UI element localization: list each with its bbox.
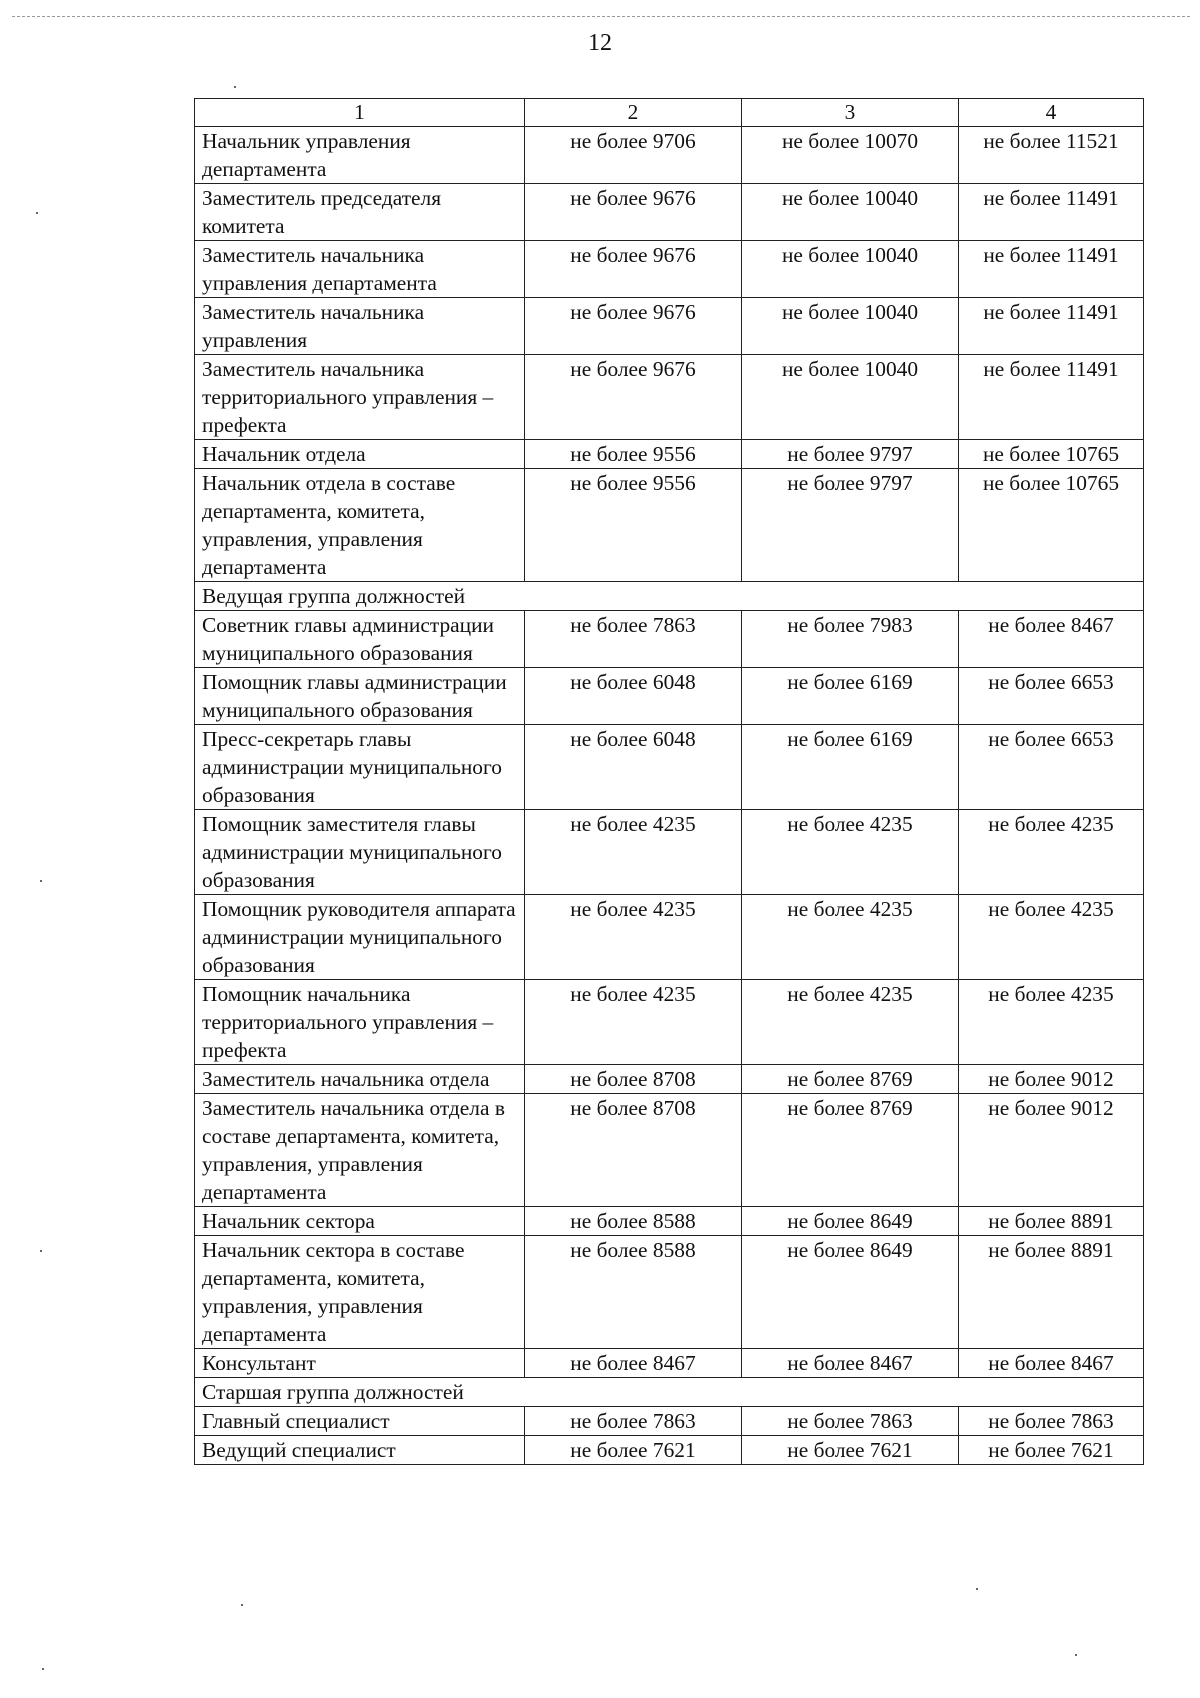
limit-value-col-3: не более 8769 [742, 1065, 959, 1094]
limit-value-col-3: не более 10040 [742, 241, 959, 298]
limit-value-col-2: не более 8588 [525, 1236, 742, 1349]
table-row [195, 1407, 1144, 1436]
table-row [195, 355, 1144, 440]
limit-value-col-3: не более 10070 [742, 127, 959, 184]
scan-speck [234, 86, 236, 88]
salary-table [194, 98, 1144, 1465]
limit-value-col-3: не более 4235 [742, 810, 959, 895]
position-title: Консультант [195, 1349, 525, 1378]
limit-value-col-2: не более 9676 [525, 184, 742, 241]
position-title: Главный специалист [195, 1407, 525, 1436]
limit-value-col-3: не более 9797 [742, 469, 959, 582]
group-title: Старшая группа должностей [195, 1378, 1144, 1407]
limit-value-col-2: не более 6048 [525, 725, 742, 810]
position-title: Заместитель начальника территориального управления – префекта [195, 355, 525, 440]
limit-value-col-3: не более 7863 [742, 1407, 959, 1436]
limit-value-col-4: не более 6653 [959, 668, 1144, 725]
position-title: Начальник сектора в составе департамента, комитета, управления, управления департамента [195, 1236, 525, 1349]
table-row [195, 1236, 1144, 1349]
column-number-2: 2 [525, 99, 742, 127]
table-row [195, 184, 1144, 241]
table-row [195, 127, 1144, 184]
limit-value-col-4: не более 10765 [959, 469, 1144, 582]
limit-value-col-4: не более 11491 [959, 298, 1144, 355]
position-title: Заместитель начальника управления [195, 298, 525, 355]
group-header-row [195, 1378, 1144, 1407]
table-row [195, 298, 1144, 355]
position-title: Ведущий специалист [195, 1436, 525, 1465]
limit-value-col-2: не более 8588 [525, 1207, 742, 1236]
page-number: 12 [588, 30, 612, 56]
position-title: Заместитель начальника управления департамента [195, 241, 525, 298]
position-title: Заместитель начальника отдела [195, 1065, 525, 1094]
column-number-4: 4 [959, 99, 1144, 127]
limit-value-col-2: не более 4235 [525, 895, 742, 980]
table-row [195, 241, 1144, 298]
table-row [195, 725, 1144, 810]
scan-speck [1075, 1654, 1077, 1656]
table-row [195, 1207, 1144, 1236]
limit-value-col-2: не более 7621 [525, 1436, 742, 1465]
limit-value-col-3: не более 10040 [742, 184, 959, 241]
table-row [195, 668, 1144, 725]
limit-value-col-4: не более 11491 [959, 241, 1144, 298]
limit-value-col-4: не более 11491 [959, 184, 1144, 241]
position-title: Заместитель председателя комитета [195, 184, 525, 241]
scan-speck [36, 212, 38, 214]
scan-speck [40, 1250, 42, 1252]
limit-value-col-2: не более 6048 [525, 668, 742, 725]
table-row [195, 1349, 1144, 1378]
limit-value-col-4: не более 8891 [959, 1207, 1144, 1236]
limit-value-col-3: не более 10040 [742, 355, 959, 440]
limit-value-col-2: не более 4235 [525, 980, 742, 1065]
limit-value-col-4: не более 7863 [959, 1407, 1144, 1436]
table-row [195, 440, 1144, 469]
scan-speck [42, 1668, 44, 1670]
group-title: Ведущая группа должностей [195, 582, 1144, 611]
position-title: Помощник заместителя главы администрации муниципального образования [195, 810, 525, 895]
limit-value-col-3: не более 4235 [742, 980, 959, 1065]
limit-value-col-3: не более 6169 [742, 668, 959, 725]
limit-value-col-4: не более 4235 [959, 980, 1144, 1065]
limit-value-col-3: не более 10040 [742, 298, 959, 355]
limit-value-col-4: не более 8467 [959, 611, 1144, 668]
table-row [195, 810, 1144, 895]
table-row [195, 1436, 1144, 1465]
limit-value-col-4: не более 11491 [959, 355, 1144, 440]
position-title: Начальник отдела в составе департамента, комитета, управления, управления департамента [195, 469, 525, 582]
position-title: Помощник главы администрации муниципального образования [195, 668, 525, 725]
limit-value-col-4: не более 6653 [959, 725, 1144, 810]
limit-value-col-2: не более 8708 [525, 1065, 742, 1094]
position-title: Начальник отдела [195, 440, 525, 469]
column-number-row [195, 99, 1144, 127]
table-row [195, 1094, 1144, 1207]
limit-value-col-2: не более 9676 [525, 298, 742, 355]
limit-value-col-4: не более 4235 [959, 810, 1144, 895]
limit-value-col-2: не более 7863 [525, 1407, 742, 1436]
limit-value-col-4: не более 4235 [959, 895, 1144, 980]
limit-value-col-4: не более 8891 [959, 1236, 1144, 1349]
column-number-1: 1 [195, 99, 525, 127]
table-row [195, 895, 1144, 980]
limit-value-col-3: не более 8649 [742, 1207, 959, 1236]
limit-value-col-4: не более 9012 [959, 1094, 1144, 1207]
scan-edge-line [12, 16, 1190, 17]
limit-value-col-4: не более 9012 [959, 1065, 1144, 1094]
position-title: Помощник руководителя аппарата администрации муниципального образования [195, 895, 525, 980]
limit-value-col-2: не более 9676 [525, 355, 742, 440]
limit-value-col-3: не более 8769 [742, 1094, 959, 1207]
scan-speck [40, 880, 42, 882]
limit-value-col-2: не более 9556 [525, 469, 742, 582]
limit-value-col-4: не более 10765 [959, 440, 1144, 469]
limit-value-col-2: не более 8708 [525, 1094, 742, 1207]
limit-value-col-4: не более 11521 [959, 127, 1144, 184]
limit-value-col-2: не более 9676 [525, 241, 742, 298]
scan-speck [241, 1604, 243, 1606]
column-number-3: 3 [742, 99, 959, 127]
limit-value-col-4: не более 7621 [959, 1436, 1144, 1465]
scan-speck [976, 1588, 978, 1590]
limit-value-col-2: не более 9556 [525, 440, 742, 469]
limit-value-col-3: не более 7621 [742, 1436, 959, 1465]
position-title: Начальник сектора [195, 1207, 525, 1236]
limit-value-col-4: не более 8467 [959, 1349, 1144, 1378]
table-row [195, 611, 1144, 668]
limit-value-col-3: не более 9797 [742, 440, 959, 469]
limit-value-col-2: не более 7863 [525, 611, 742, 668]
group-header-row [195, 582, 1144, 611]
position-title: Советник главы администрации муниципального образования [195, 611, 525, 668]
position-title: Заместитель начальника отдела в составе департамента, комитета, управления, управления департамента [195, 1094, 525, 1207]
table-row [195, 980, 1144, 1065]
table-row [195, 1065, 1144, 1094]
limit-value-col-2: не более 4235 [525, 810, 742, 895]
limit-value-col-3: не более 6169 [742, 725, 959, 810]
position-title: Помощник начальника территориального управления – префекта [195, 980, 525, 1065]
position-title: Начальник управления департамента [195, 127, 525, 184]
limit-value-col-2: не более 9706 [525, 127, 742, 184]
limit-value-col-3: не более 4235 [742, 895, 959, 980]
limit-value-col-3: не более 7983 [742, 611, 959, 668]
salary-table-body [195, 99, 1144, 1465]
position-title: Пресс-секретарь главы администрации муниципального образования [195, 725, 525, 810]
table-row [195, 469, 1144, 582]
limit-value-col-3: не более 8649 [742, 1236, 959, 1349]
limit-value-col-3: не более 8467 [742, 1349, 959, 1378]
limit-value-col-2: не более 8467 [525, 1349, 742, 1378]
